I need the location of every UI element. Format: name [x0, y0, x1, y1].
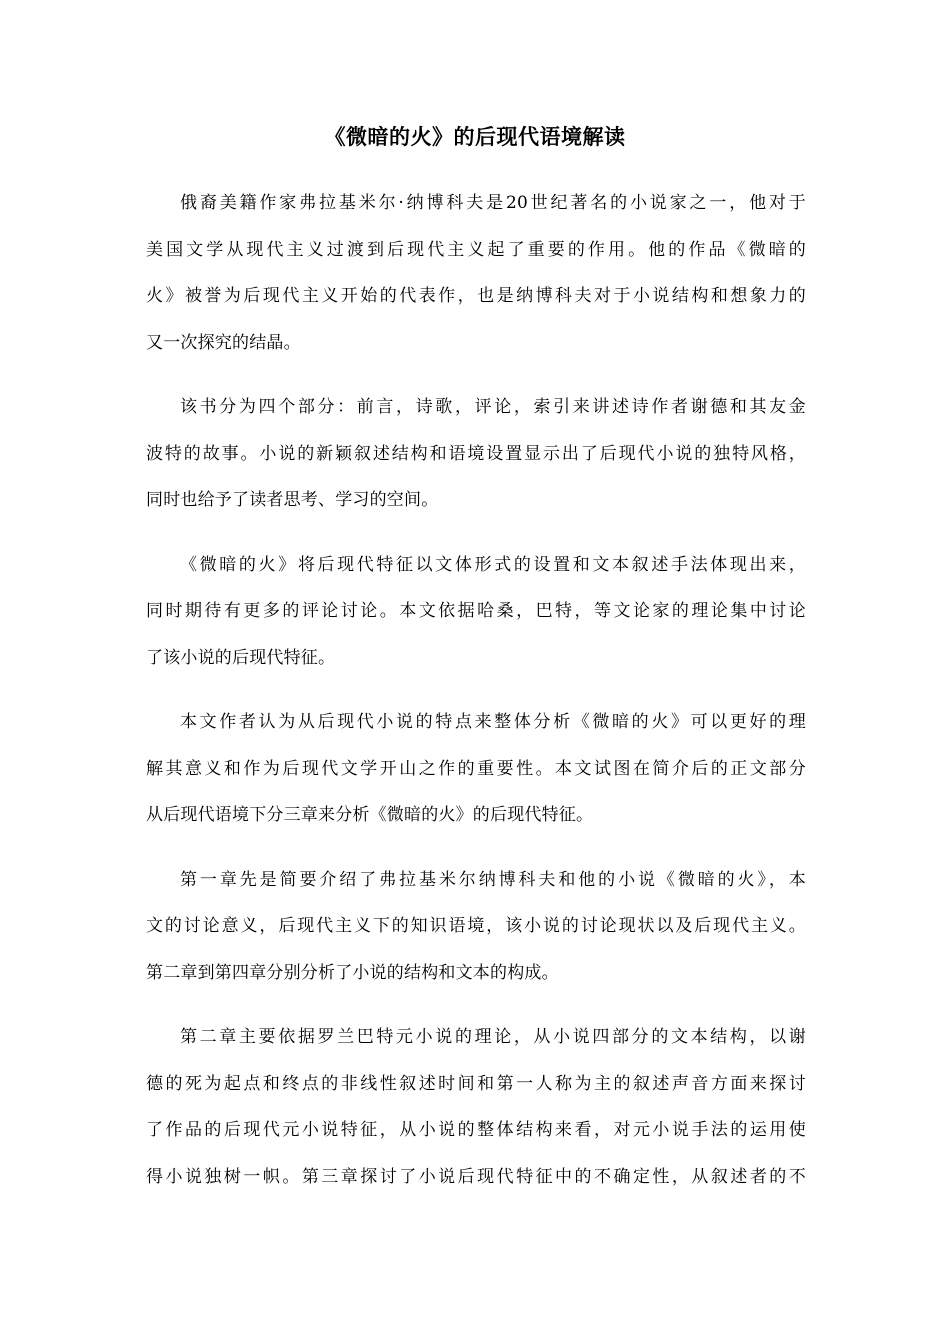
text-line: 第二章到第四章分别分析了小说的结构和文本的构成。 [146, 962, 559, 983]
text-line: 又一次探究的结晶。 [146, 332, 301, 353]
paragraph-1 [146, 180, 806, 366]
text-line: 从后现代语境下分三章来分析《微暗的火》的后现代特征。 [146, 805, 594, 825]
text-line: 火》被誉为后现代主义开始的代表作，也是纳博科夫对于小说结构和想象力的 [146, 286, 806, 306]
text-line: 第一章先是简要介绍了弗拉基米尔纳博科夫和他的小说《微暗的火》，本 [180, 869, 806, 890]
paragraph-3 [146, 542, 806, 682]
document-title: 《微暗的火》的后现代语境解读 [324, 124, 626, 149]
text-line: 了该小说的后现代特征。 [146, 647, 336, 668]
text-line: 同时期待有更多的评论讨论。本文依据哈桑，巴特，等文论家的理论集中讨论 [146, 601, 806, 621]
text-line: 文的讨论意义，后现代主义下的知识语境，该小说的讨论现状以及后现代主义。 [146, 916, 806, 936]
text-line: 同时也给予了读者思考、学习的空间。 [146, 490, 439, 510]
text-line: 《微暗的火》将后现代特征以文体形式的设置和文本叙述手法体现出来， [180, 554, 806, 575]
text-line: 了作品的后现代元小说特征，从小说的整体结构来看，对元小说手法的运用使 [146, 1120, 806, 1140]
text-line: 德的死为起点和终点的非线性叙述时间和第一人称为主的叙述声音方面来探讨 [146, 1073, 806, 1094]
text-line: 美国文学从现代主义过渡到后现代主义起了重要的作用。他的作品《微暗的 [146, 239, 806, 260]
paragraph-5 [146, 857, 806, 997]
text-line: 俄裔美籍作家弗拉基米尔·纳博科夫是20世纪著名的小说家之一，他对于 [180, 193, 806, 213]
paragraph-4 [146, 699, 806, 839]
text-line: 第二章主要依据罗兰巴特元小说的理论，从小说四部分的文本结构，以谢 [180, 1027, 806, 1047]
text-line: 得小说独树一帜。第三章探讨了小说后现代特征中的不确定性，从叙述者的不 [146, 1166, 806, 1187]
paragraph-6 [146, 1014, 806, 1200]
paragraph-2 [146, 384, 806, 524]
text-line: 波特的故事。小说的新颖叙述结构和语境设置显示出了后现代小说的独特风格， [146, 443, 806, 464]
text-line: 该书分为四个部分：前言，诗歌，评论，索引来讲述诗作者谢德和其友金 [180, 397, 806, 417]
document-body [146, 180, 806, 1218]
text-line: 本文作者认为从后现代小说的特点来整体分析《微暗的火》可以更好的理 [180, 712, 806, 732]
text-line: 解其意义和作为后现代文学开山之作的重要性。本文试图在简介后的正文部分 [146, 758, 806, 779]
